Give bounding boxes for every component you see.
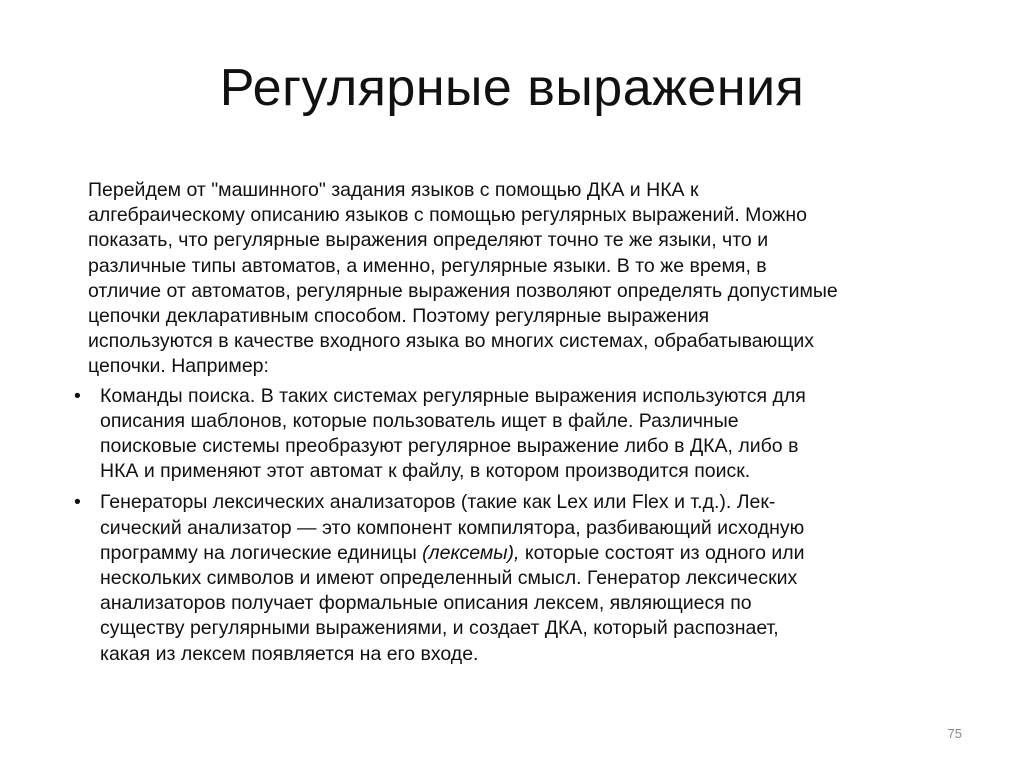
text-line: различные типы автоматов, а именно, регулярные языки. В то же время, в [88, 254, 767, 277]
text-line: поисковые системы преобразуют регулярное выражение либо в ДКА, либо в [100, 435, 799, 458]
text-line: показать, что регулярные выражения определяют точно те же языки, что и [88, 229, 769, 252]
text-line: описания шаблонов, которые пользователь ищет в файле. Различные [100, 409, 739, 432]
bullet-item-search-commands [74, 384, 978, 485]
bullet-item-lexer-generators [74, 490, 978, 666]
text-line: Команды поиска. В таких системах регулярные выражения используются для [100, 384, 806, 407]
text-line: анализаторов получает формальные описания лексем, являющиеся по [100, 592, 752, 615]
bullet-icon: • [74, 384, 81, 407]
bullet-icon: • [74, 491, 81, 514]
text-line: цепочки декларативным способом. Поэтому регулярные выражения [88, 305, 710, 328]
text-line: используются в качестве входного языка во многих системах, обрабатывающих [88, 330, 814, 353]
slide-title: Регулярные выражения [219, 59, 805, 117]
text-line: какая из лексем появляется на его входе. [100, 642, 479, 665]
page-number: 75 [947, 726, 962, 741]
text-line: НКА и применяют этот автомат к файлу, в котором производится поиск. [100, 460, 751, 483]
text-line: цепочки. Например: [88, 355, 269, 378]
text-line: алгебраическому описанию языков с помощью регулярных выражений. Можно [88, 204, 807, 227]
text-line: Генераторы лексических анализаторов (такие как Lex или Flex и т.д.). Лек- [100, 491, 776, 514]
intro-paragraph [88, 178, 978, 380]
slide-body [74, 178, 978, 673]
italic-term: (лексемы), [422, 541, 520, 564]
text-segment: которые состоят из одного или [519, 541, 805, 564]
bullet-list [74, 384, 978, 667]
text-line: сический анализатор — это компонент компилятора, разбивающий исходную [100, 516, 805, 539]
text-line: существу регулярными выражениями, и создает ДКА, который распознает, [100, 617, 779, 640]
text-line: нескольких символов и имеют определенный смысл. Генератор лексических [100, 567, 798, 590]
text-line: отличие от автоматов, регулярные выражения позволяют определять допустимые [88, 279, 838, 302]
text-segment: программу на логические единицы [100, 541, 423, 564]
text-line [100, 541, 978, 566]
text-line: Перейдем от "машинного" задания языков с помощью ДКА и НКА к [88, 179, 699, 201]
